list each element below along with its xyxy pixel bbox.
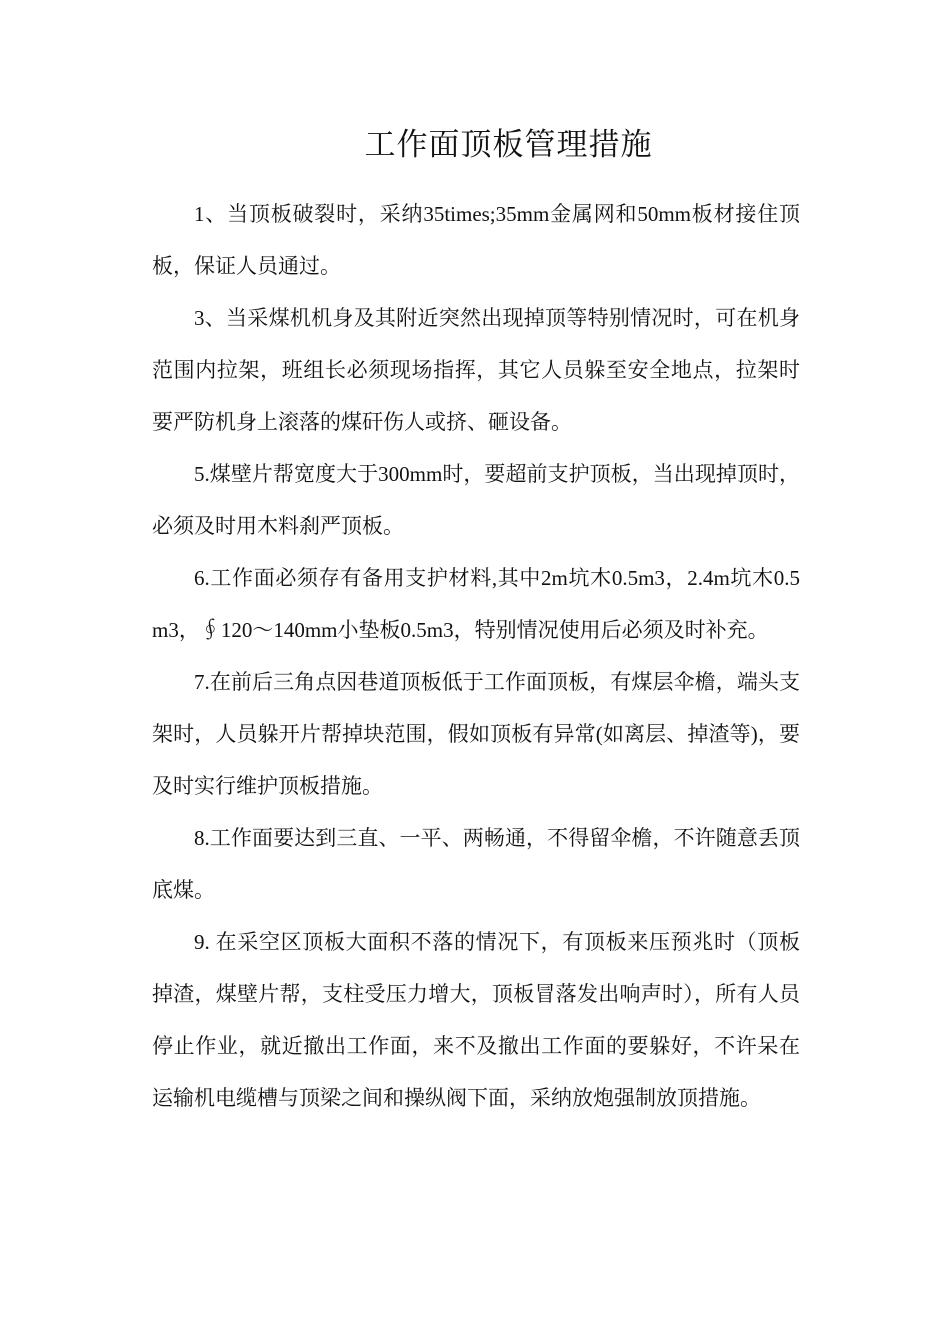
paragraph-5: 5.煤壁片帮宽度大于300mm时，要超前支护顶板，当出现掉顶时， 必须及时用木料刹严顶板。 — [152, 462, 800, 538]
document-body — [152, 188, 800, 1124]
paragraph-9: 9. 在采空区顶板大面积不落的情况下，有顶板来压预兆时（顶板掉渣，煤壁片帮，支柱受压力增大，顶板冒落发出响声时），所有人员停止作业，就近撤出工作面，来不及撤出工作面的要躲好，不许呆在运输机电缆槽与顶梁之间和操纵阀下面，采纳放炮强制放顶措施。 — [152, 930, 800, 1110]
document-title: 工作面顶板管理措施 — [364, 127, 653, 162]
paragraph-3: 3、当采煤机机身及其附近突然出现掉顶等特别情况时，可在机身范围内拉架，班组长必须现场指挥，其它人员躲至安全地点，拉架时要严防机身上滚落的煤矸伤人或挤、砸设备。 — [152, 306, 800, 434]
paragraph-1: 1、当顶板破裂时，采纳35times;35mm金属网和50mm板材接住顶板，保证人员通过。 — [152, 202, 800, 278]
paragraph-8: 8.工作面要达到三直、一平、两畅通，不得留伞檐，不许随意丢顶底煤。 — [152, 826, 800, 902]
paragraph-6: 6.工作面必须存有备用支护材料,其中2m坑木0.5m3，2.4m坑木0.5m3，∮120～140mm小垫板0.5m3，特别情况使用后必须及时补充。 — [152, 566, 800, 642]
paragraph-7: 7.在前后三角点因巷道顶板低于工作面顶板，有煤层伞檐，端头支架时，人员躲开片帮掉块范围，假如顶板有异常(如离层、掉渣等)，要及时实行维护顶板措施。 — [152, 670, 800, 798]
